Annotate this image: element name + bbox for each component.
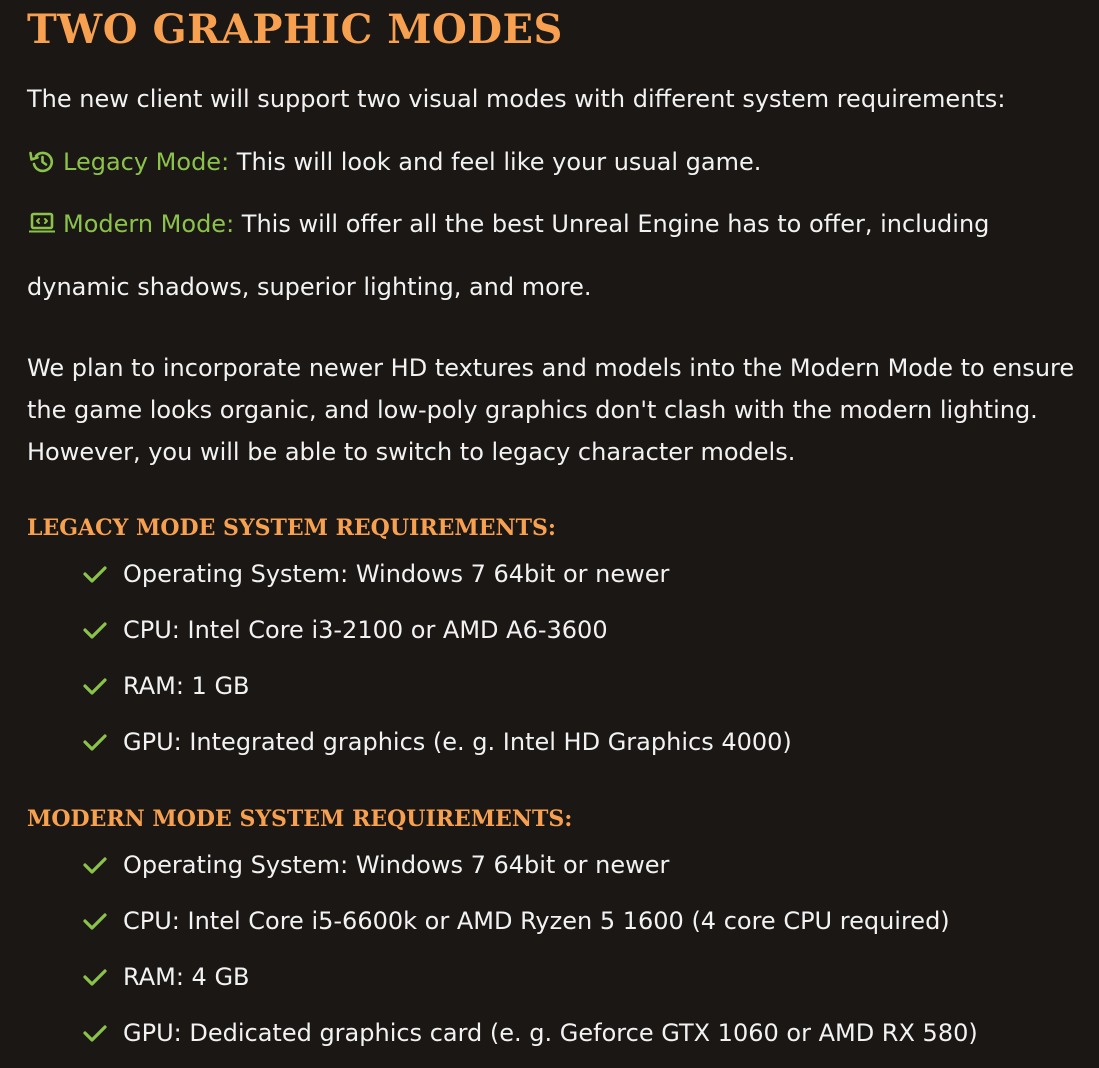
modern-mode-line [27,203,989,245]
modern-mode-label: Modern Mode: [63,210,235,238]
list-item [82,553,792,609]
list-item [82,900,978,956]
requirement-text: CPU: Intel Core i5-6600k or AMD Ryzen 5 1600 (4 core CPU required) [123,907,950,935]
history-icon [27,149,57,173]
legacy-mode-label: Legacy Mode: [63,148,230,176]
check-icon [82,844,108,886]
requirement-text: Operating System: Windows 7 64bit or newer [123,560,670,588]
list-item [82,721,792,777]
requirement-text: CPU: Intel Core i3-2100 or AMD A6-3600 [123,616,608,644]
laptop-code-icon [27,211,57,235]
list-item [82,665,792,721]
legacy-requirements-list [82,553,792,777]
modern-mode-description-cont: dynamic shadows, superior lighting, and more. [27,273,592,301]
modern-mode-description: This will offer all the best Unreal Engine has to offer, including [234,210,990,238]
requirement-text: GPU: Dedicated graphics card (e. g. Geforce GTX 1060 or AMD RX 580) [123,1019,978,1047]
intro-text: The new client will support two visual modes with different system requirements: [27,85,1006,113]
legacy-mode-line [27,141,761,183]
plan-paragraph: We plan to incorporate newer HD textures and models into the Modern Mode to ensure the game looks organic, and low-poly graphics don't clash with the modern lighting. However, you will be able to switch to legacy character models. [27,354,1075,466]
check-icon [82,721,108,763]
legacy-requirements-heading: LEGACY MODE SYSTEM REQUIREMENTS: [27,515,556,541]
legacy-mode-description: This will look and feel like your usual game. [229,148,762,176]
modern-requirements-list [82,844,978,1068]
check-icon [82,665,108,707]
requirement-text: RAM: 4 GB [123,963,250,991]
list-item [82,844,978,900]
modern-requirements-heading: MODERN MODE SYSTEM REQUIREMENTS: [27,806,573,832]
requirement-text: RAM: 1 GB [123,672,250,700]
check-icon [82,1012,108,1054]
check-icon [82,553,108,595]
list-item [82,609,792,665]
check-icon [82,609,108,651]
check-icon [82,956,108,998]
check-icon [82,900,108,942]
requirement-text: Operating System: Windows 7 64bit or newer [123,851,670,879]
list-item [82,956,978,1012]
page-title: TWO GRAPHIC MODES [27,6,563,53]
list-item [82,1012,978,1068]
requirement-text: GPU: Integrated graphics (e. g. Intel HD Graphics 4000) [123,728,792,756]
